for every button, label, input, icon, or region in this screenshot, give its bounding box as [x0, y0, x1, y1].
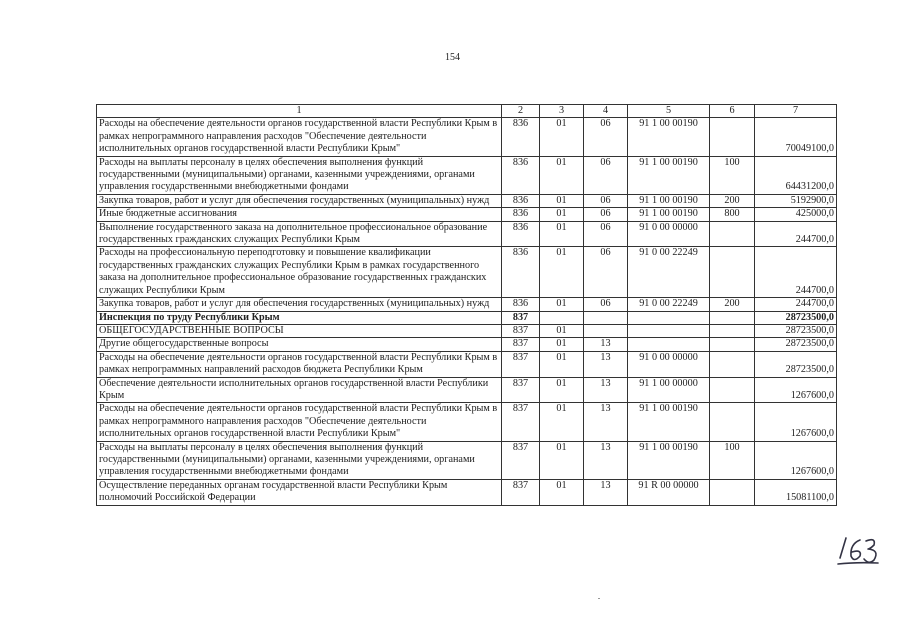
grbs-cell: 836	[502, 247, 540, 298]
target-article-cell: 91 1 00 00190	[628, 118, 710, 156]
handwritten-page-number	[836, 530, 886, 570]
amount-cell: 244700,0	[755, 298, 837, 311]
table-row	[97, 247, 837, 298]
amount-cell: 244700,0	[755, 221, 837, 247]
row-name-cell: ОБЩЕГОСУДАРСТВЕННЫЕ ВОПРОСЫ	[97, 324, 502, 337]
budget-table	[96, 104, 837, 506]
table-row	[97, 221, 837, 247]
amount-cell: 15081100,0	[755, 479, 837, 505]
amount-cell: 5192900,0	[755, 194, 837, 207]
expense-type-cell	[710, 324, 755, 337]
section-cell: 01	[540, 324, 584, 337]
expense-type-cell: 100	[710, 156, 755, 194]
expense-type-cell	[710, 338, 755, 351]
amount-cell: 1267600,0	[755, 441, 837, 479]
subsection-cell: 13	[584, 479, 628, 505]
subsection-cell: 06	[584, 298, 628, 311]
expense-type-cell: 200	[710, 194, 755, 207]
target-article-cell: 91 0 00 00000	[628, 351, 710, 377]
table-row	[97, 194, 837, 207]
row-name-cell: Расходы на выплаты персоналу в целях обеспечения выполнения функций государственными (муниципальными) органами, казенными учреждениями, органами управления государственными внебюджетными фондами	[97, 156, 502, 194]
target-article-cell: 91 0 00 22249	[628, 247, 710, 298]
grbs-cell: 836	[502, 221, 540, 247]
section-cell: 01	[540, 338, 584, 351]
row-name-cell: Закупка товаров, работ и услуг для обеспечения государственных (муниципальных) нужд	[97, 194, 502, 207]
section-cell: 01	[540, 247, 584, 298]
table-row	[97, 208, 837, 221]
row-name-cell: Инспекция по труду Республики Крым	[97, 311, 502, 324]
header-cell: 4	[584, 105, 628, 118]
section-cell: 01	[540, 377, 584, 403]
header-cell: 6	[710, 105, 755, 118]
table-row	[97, 338, 837, 351]
subsection-cell: 06	[584, 118, 628, 156]
section-cell: 01	[540, 118, 584, 156]
header-cell: 2	[502, 105, 540, 118]
section-cell	[540, 311, 584, 324]
grbs-cell: 836	[502, 156, 540, 194]
subsection-cell: 13	[584, 403, 628, 441]
table-row	[97, 403, 837, 441]
row-name-cell: Другие общегосударственные вопросы	[97, 338, 502, 351]
target-article-cell: 91 1 00 00190	[628, 156, 710, 194]
target-article-cell	[628, 324, 710, 337]
grbs-cell: 837	[502, 479, 540, 505]
subsection-cell: 13	[584, 338, 628, 351]
amount-cell: 70049100,0	[755, 118, 837, 156]
grbs-cell: 837	[502, 311, 540, 324]
section-cell: 01	[540, 351, 584, 377]
grbs-cell: 837	[502, 324, 540, 337]
grbs-cell: 836	[502, 208, 540, 221]
amount-cell: 1267600,0	[755, 403, 837, 441]
row-name-cell: Иные бюджетные ассигнования	[97, 208, 502, 221]
table-row	[97, 377, 837, 403]
grbs-cell: 836	[502, 298, 540, 311]
amount-cell: 1267600,0	[755, 377, 837, 403]
row-name-cell: Закупка товаров, работ и услуг для обеспечения государственных (муниципальных) нужд	[97, 298, 502, 311]
table-row	[97, 156, 837, 194]
target-article-cell: 91 1 00 00190	[628, 208, 710, 221]
row-name-cell: Осуществление переданных органам государственной власти Республики Крым полномочий Российской Федерации	[97, 479, 502, 505]
row-name-cell: Обеспечение деятельности исполнительных органов государственной власти Республики Крым	[97, 377, 502, 403]
amount-cell: 28723500,0	[755, 311, 837, 324]
target-article-cell: 91 1 00 00190	[628, 441, 710, 479]
subsection-cell	[584, 311, 628, 324]
subsection-cell	[584, 324, 628, 337]
header-cell: 3	[540, 105, 584, 118]
grbs-cell: 837	[502, 441, 540, 479]
section-cell: 01	[540, 403, 584, 441]
amount-cell: 28723500,0	[755, 338, 837, 351]
table-row	[97, 311, 837, 324]
expense-type-cell	[710, 479, 755, 505]
section-cell: 01	[540, 156, 584, 194]
section-cell: 01	[540, 208, 584, 221]
expense-type-cell	[710, 377, 755, 403]
expense-type-cell	[710, 403, 755, 441]
table-row	[97, 479, 837, 505]
expense-type-cell	[710, 118, 755, 156]
header-cell: 7	[755, 105, 837, 118]
subsection-cell: 06	[584, 221, 628, 247]
target-article-cell: 91 1 00 00190	[628, 194, 710, 207]
target-article-cell	[628, 338, 710, 351]
target-article-cell: 91 1 00 00000	[628, 377, 710, 403]
target-article-cell	[628, 311, 710, 324]
section-cell: 01	[540, 221, 584, 247]
row-name-cell: Выполнение государственного заказа на дополнительное профессиональное образование государственных гражданских служащих Республики Крым	[97, 221, 502, 247]
target-article-cell: 91 0 00 00000	[628, 221, 710, 247]
subsection-cell: 13	[584, 351, 628, 377]
page-number: 154	[445, 52, 460, 63]
subsection-cell: 06	[584, 194, 628, 207]
subsection-cell: 06	[584, 208, 628, 221]
expense-type-cell	[710, 351, 755, 377]
amount-cell: 28723500,0	[755, 351, 837, 377]
amount-cell: 425000,0	[755, 208, 837, 221]
header-cell: 5	[628, 105, 710, 118]
subsection-cell: 13	[584, 441, 628, 479]
subsection-cell: 06	[584, 247, 628, 298]
expense-type-cell: 800	[710, 208, 755, 221]
section-cell: 01	[540, 441, 584, 479]
table-row	[97, 441, 837, 479]
grbs-cell: 837	[502, 403, 540, 441]
grbs-cell: 836	[502, 118, 540, 156]
expense-type-cell: 200	[710, 298, 755, 311]
grbs-cell: 836	[502, 194, 540, 207]
header-cell: 1	[97, 105, 502, 118]
subsection-cell: 13	[584, 377, 628, 403]
table-row	[97, 324, 837, 337]
section-cell: 01	[540, 479, 584, 505]
header-row	[97, 105, 837, 118]
section-cell: 01	[540, 194, 584, 207]
subsection-cell: 06	[584, 156, 628, 194]
target-article-cell: 91 0 00 22249	[628, 298, 710, 311]
row-name-cell: Расходы на выплаты персоналу в целях обеспечения выполнения функций государственными (муниципальными) органами, казенными учреждениями, органами управления государственными внебюджетными фондами	[97, 441, 502, 479]
target-article-cell: 91 R 00 00000	[628, 479, 710, 505]
row-name-cell: Расходы на обеспечение деятельности органов государственной власти Республики Крым в рамках непрограммных направлений расходов бюджета Республики Крым	[97, 351, 502, 377]
grbs-cell: 837	[502, 351, 540, 377]
grbs-cell: 837	[502, 338, 540, 351]
row-name-cell: Расходы на обеспечение деятельности органов государственной власти Республики Крым в рамках непрограммного направления расходов "Обеспечение деятельности исполнительных органов государственной власти Республики Крым"	[97, 403, 502, 441]
expense-type-cell	[710, 311, 755, 324]
target-article-cell: 91 1 00 00190	[628, 403, 710, 441]
table-row	[97, 118, 837, 156]
row-name-cell: Расходы на обеспечение деятельности органов государственной власти Республики Крым в рамках непрограммного направления расходов "Обеспечение деятельности исполнительных органов государственной власти Республики Крым"	[97, 118, 502, 156]
scan-artifact	[598, 598, 600, 599]
expense-type-cell: 100	[710, 441, 755, 479]
amount-cell: 244700,0	[755, 247, 837, 298]
table-row	[97, 351, 837, 377]
amount-cell: 64431200,0	[755, 156, 837, 194]
table-row	[97, 298, 837, 311]
expense-type-cell	[710, 247, 755, 298]
expense-type-cell	[710, 221, 755, 247]
section-cell: 01	[540, 298, 584, 311]
grbs-cell: 837	[502, 377, 540, 403]
amount-cell: 28723500,0	[755, 324, 837, 337]
row-name-cell: Расходы на профессиональную переподготовку и повышение квалификации государственных гражданских служащих Республики Крым в рамках государственного заказа на дополнительное профессиональное образование государственных гражданских служащих Республики Крым	[97, 247, 502, 298]
